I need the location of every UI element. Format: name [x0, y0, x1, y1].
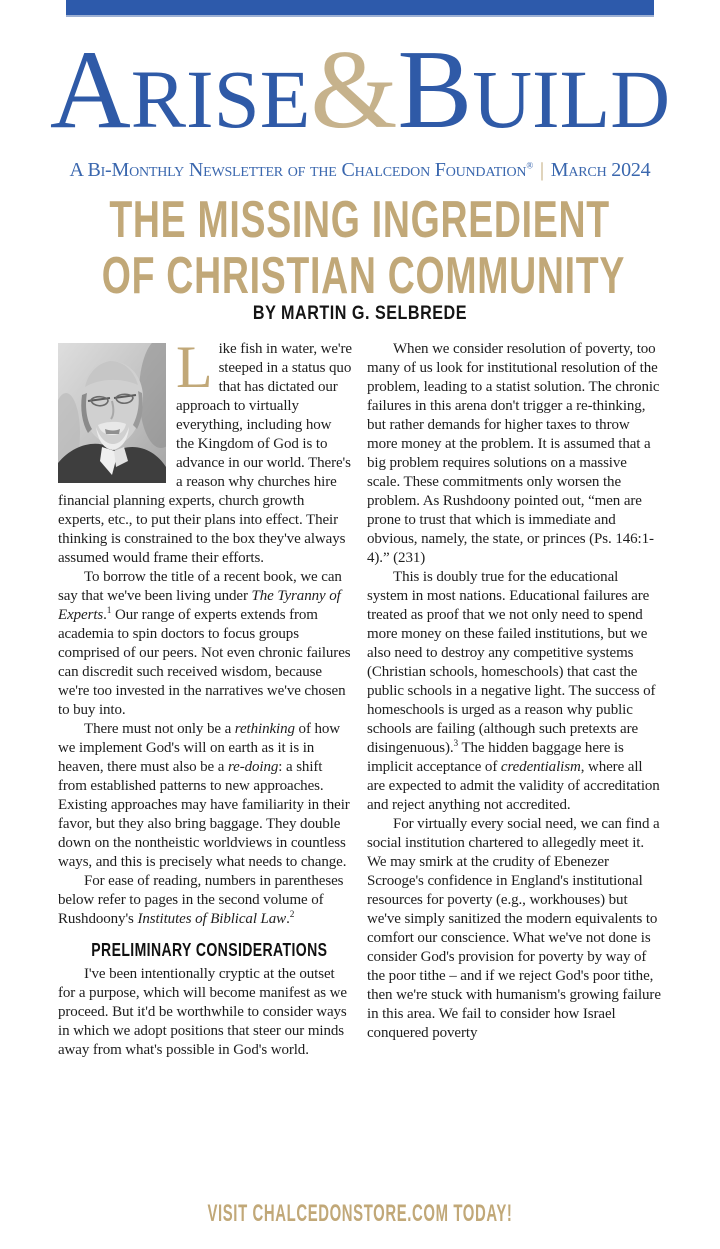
right-column	[367, 340, 662, 1198]
newsletter-subtitle	[0, 159, 720, 182]
paragraph: To borrow the title of a recent book, we can say that we've been living under The Tyranny of Experts.$^1$ Our range of experts extends from academia to spin doctors to focus groups comprised of our peers. Not even chronic failures can discredit such received wisdom, because we're too invested in the narratives we've chosen to buy into.	[58, 569, 351, 718]
ampersand: &	[310, 28, 398, 152]
newsletter-title	[0, 28, 720, 152]
subtitle-text: A Bi-Monthly Newsletter of the Chalcedon Foundation	[69, 159, 527, 181]
left-column	[58, 340, 353, 1198]
brand-word-arise	[50, 28, 310, 152]
article-body	[58, 340, 662, 1198]
brand-rest: UILD	[472, 53, 671, 145]
paragraph-text: ike fish in water, we're steeped in a status quo that has dictated our approach to virtually everything, including how the Kingdom of God is to advance in our world. There's a reason why churches hire financial planning experts, church growth experts, etc., to put their plans into effect. Their thinking is constrained to the box they've always assumed would frame their efforts.	[58, 341, 352, 566]
article-title-line2: OF CHRISTIAN COMMUNITY	[101, 247, 626, 305]
paragraph: For ease of reading, numbers in parentheses below refer to pages in the second volume of Rushdoony's Institutes of Biblical Law.$^2$	[58, 873, 344, 927]
footer	[0, 1200, 720, 1228]
paragraph: When we consider resolution of poverty, too many of us look for institutional resolution of the problem, leading to a statist solution. The chronic failures in this arena don't trigger a re-thinking, but rather demands for higher taxes to throw more money at the problem. It is assumed that a big problem requires solutions on a massive scale. These commitments only worsen the problem. As Rushdoony pointed out, “men are prone to trust that which is immediate and obvious, namely, the state, or princes (Ps. 146:1-4).” (231)	[367, 341, 660, 566]
drop-cap: L	[176, 340, 213, 400]
article-title	[0, 191, 720, 309]
store-link[interactable]: VISIT CHALCEDONSTORE.COM TODAY!	[207, 1200, 513, 1227]
brand-word-build	[397, 28, 670, 152]
brand-initial: B	[397, 28, 473, 152]
paragraph: This is doubly true for the educational system in most nations. Educational failures are treated as proof that we not only need to spend more money on these failed institutions, but we also need to destroy any competitive systems (Christian schools, homeschools) that cast the public schools in a negative light. The success of homeschools is urged as a reason why public schools are failing (although such pretexts are disingenuous).$^3$ The hidden baggage here is implicit acceptance of credentialism, where all are expected to admit the validity of accreditation and reject anything not accredited.	[367, 569, 660, 813]
byline: BY MARTIN G. SELBREDE	[252, 303, 468, 324]
subtitle-separator: |	[539, 159, 544, 181]
article-title-line1: THE MISSING INGREDIENT	[109, 191, 611, 249]
paragraph: I've been intentionally cryptic at the outset for a purpose, which will become manifest as we proceed. But it'd be worthwhile to consider ways in which we adopt positions that steer our minds away from what's possible in God's world.	[58, 966, 347, 1058]
paragraph: For virtually every social need, we can find a social institution chartered to allegedly meet it. We may smirk at the crudity of Ebenezer Scrooge's confidence in England's institutional resources for poverty (e.g., workhouses) but we've simply sanitized the modern equivalents to comfort our conscience. What we've not done is consider God's provision for poverty by way of the poor tithe – and if we reject God's poor tithe, then we're stuck with humanism's growing failure in this area. We fail to consider how Israel conquered poverty	[367, 816, 661, 1041]
brand-initial: A	[49, 28, 131, 152]
masthead-top-bar	[66, 0, 654, 17]
issue-date: March 2024	[550, 159, 651, 181]
section-heading: PRELIMINARY CONSIDERATIONS	[91, 940, 328, 960]
registered-mark: ®	[526, 160, 533, 171]
brand-rest: RISE	[130, 53, 311, 145]
paragraph: There must not only be a rethinking of how we implement God's will on earth as it is in heaven, there must also be a re-doing: a shift from established patterns to new approaches. Existing approaches may have familiarity in their favor, but they also bring baggage. They double down on the nontheistic worldviews in countless ways, and this is precisely what needs to change.	[58, 721, 350, 870]
author-photo	[58, 343, 166, 483]
